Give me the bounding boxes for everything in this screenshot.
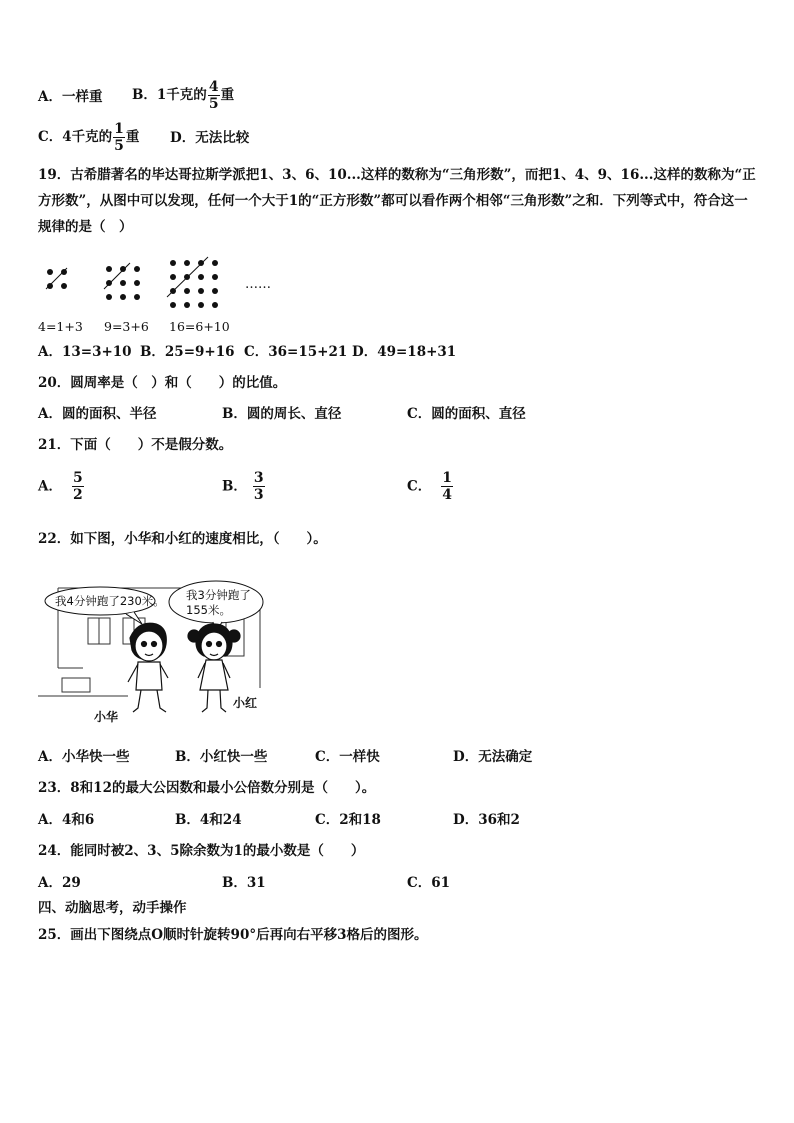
q22-option-b[interactable]: B．小红快一些 — [175, 749, 268, 765]
q18-option-c-suffix: 重 — [125, 129, 140, 145]
q22-option-a[interactable]: A．小华快一些 — [38, 749, 130, 765]
fraction-numerator: 4 — [208, 79, 219, 95]
q21-option-b[interactable] — [222, 471, 266, 502]
bubble-right-line1: 我3分钟跑了 — [186, 588, 251, 602]
section-4-title: 四、动脑思考，动手操作 — [38, 900, 187, 916]
fraction-denominator: 5 — [208, 96, 219, 112]
q19-option-d[interactable]: D．49=18+31 — [352, 344, 457, 360]
fraction-denominator: 3 — [253, 487, 264, 503]
q23-option-b[interactable]: B．4和24 — [175, 812, 242, 828]
name-label-xiaohong: 小红 — [233, 696, 258, 710]
q19-option-c[interactable]: C．36=15+21 — [244, 344, 348, 360]
q20-option-b[interactable]: B．圆的周长、直径 — [222, 406, 342, 422]
q18-option-c[interactable] — [38, 122, 139, 153]
q18-option-b-fraction — [208, 80, 220, 111]
q21-option-c[interactable] — [407, 471, 454, 502]
q18-option-b[interactable] — [132, 80, 234, 111]
fraction-numerator: 1 — [114, 121, 124, 137]
q23-option-d[interactable]: D．36和2 — [453, 812, 520, 828]
q18-option-b-prefix: B．1千克的 — [132, 87, 207, 103]
q24-option-a[interactable]: A．29 — [38, 875, 81, 891]
fraction-denominator: 5 — [114, 138, 124, 154]
fraction-numerator: 5 — [72, 470, 83, 486]
q19-stem: 19．古希腊著名的毕达哥拉斯学派把1、3、6、10...这样的数称为“三角形数”，而把1、4、9、16...这样的数称为“正方形数”，从图中可以发现，任何一个大于1的“正方形数”都可以看作两个相邻“三角形数”之和．下列等式中，符合这一规律的是（ ） — [38, 167, 756, 235]
q22-option-c[interactable]: C．一样快 — [315, 749, 380, 765]
q19-dot-figures — [38, 256, 278, 312]
q19-option-a[interactable]: A．13=3+10 — [38, 344, 132, 360]
fraction-denominator: 4 — [442, 487, 452, 503]
bubble-right-line2: 155米。 — [186, 603, 231, 617]
q21-option-a[interactable] — [38, 471, 85, 502]
square-number-16-figure — [167, 257, 218, 308]
option-label: B． — [222, 478, 247, 495]
q24-option-b[interactable]: B．31 — [222, 875, 266, 891]
q20-option-a[interactable]: A．圆的面积、半径 — [38, 406, 157, 422]
q18-option-a[interactable]: A．一样重 — [38, 89, 103, 105]
q22-stem: 22．如下图，小华和小红的速度相比，（ ）。 — [38, 531, 327, 547]
q23-option-c[interactable]: C．2和18 — [315, 812, 381, 828]
option-label: A． — [38, 478, 62, 495]
q18-option-d[interactable]: D．无法比较 — [170, 130, 250, 146]
bubble-left-text: 我4分钟跑了230米。 — [55, 594, 165, 608]
q24-option-c[interactable]: C．61 — [407, 875, 451, 891]
square-number-4-figure — [46, 268, 67, 289]
q23-stem: 23．8和12的最大公因数和最小公倍数分别是（ ）。 — [38, 780, 376, 796]
fraction-numerator: 3 — [253, 470, 264, 486]
q19-caption-1: 4=1+3 — [38, 319, 83, 334]
q22-option-d[interactable]: D．无法确定 — [453, 749, 533, 765]
q18-option-c-fraction — [113, 122, 125, 153]
square-number-9-figure — [104, 263, 140, 300]
boy-figure — [128, 623, 168, 712]
fraction-denominator: 2 — [72, 487, 83, 503]
q23-option-a[interactable]: A．4和6 — [38, 812, 95, 828]
q18-option-b-suffix: 重 — [220, 87, 235, 103]
q20-stem: 20．圆周率是（ ）和（ ）的比值。 — [38, 375, 287, 391]
q20-option-c[interactable]: C．圆的面积、直径 — [407, 406, 526, 422]
fraction-numerator: 1 — [442, 470, 452, 486]
q19-caption-3: 16=6+10 — [169, 319, 230, 334]
q19-ellipsis: …… — [245, 277, 271, 292]
q21-option-a-fraction — [72, 471, 84, 502]
name-label-xiaohua: 小华 — [94, 710, 119, 724]
q24-stem: 24．能同时被2、3、5除余数为1的最小数是（ ） — [38, 843, 365, 859]
q21-stem: 21．下面（ ）不是假分数。 — [38, 437, 233, 453]
option-label: C． — [407, 478, 432, 495]
q19-option-b[interactable]: B．25=9+16 — [140, 344, 235, 360]
q21-option-b-fraction — [253, 471, 265, 502]
q19-caption-2: 9=3+6 — [104, 319, 149, 334]
q25-stem: 25．画出下图绕点O顺时针旋转90°后再向右平移3格后的图形。 — [38, 927, 428, 943]
q21-option-c-fraction — [441, 471, 453, 502]
q18-option-c-prefix: C．4千克的 — [38, 129, 113, 145]
